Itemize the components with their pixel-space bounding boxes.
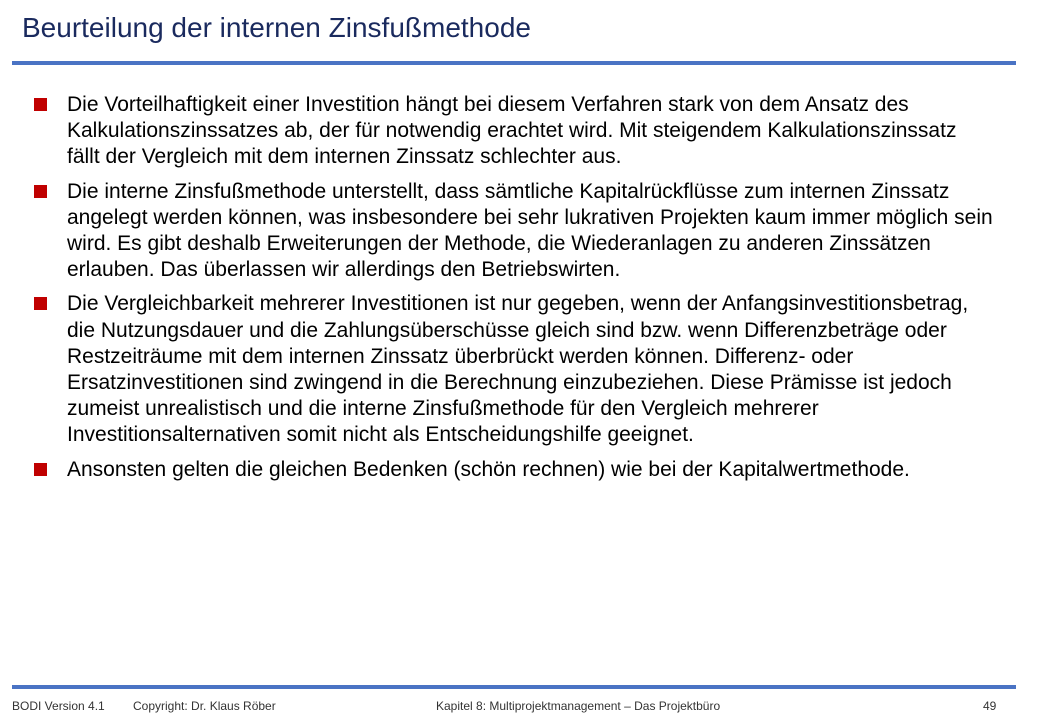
bullet-list — [34, 92, 994, 491]
footer-chapter: Kapitel 8: Multiprojektmanagement – Das Projektbüro — [436, 699, 721, 713]
square-bullet-icon — [34, 297, 47, 310]
slide-title: Beurteilung der internen Zinsfußmethode — [22, 12, 531, 43]
square-bullet-icon — [34, 98, 47, 111]
bullet-item — [34, 92, 994, 171]
square-bullet-icon — [34, 463, 47, 476]
bullet-text: Die interne Zinsfußmethode unterstellt, dass sämtliche Kapitalrückflüsse zum internen Zinssatz angelegt werden können, was insbesondere bei sehr lukrativen Projekten kaum immer möglich sein wird. Es gibt deshalb Erweiterungen der Methode, die Wiederanlagen zu anderen Zinssätzen erlauben. Das überlassen wir allerdings den Betriebswirten. — [67, 179, 993, 282]
bullet-text: Ansonsten gelten die gleichen Bedenken (schön rechnen) wie bei der Kapitalwertmethode. — [67, 457, 910, 481]
footer-version: BODI Version 4.1 — [12, 699, 105, 713]
bullet-item — [34, 457, 994, 483]
square-bullet-icon — [34, 185, 47, 198]
bullet-text: Die Vergleichbarkeit mehrerer Investitionen ist nur gegeben, wenn der Anfangsinvestitionsbetrag, die Nutzungsdauer und die Zahlungsüberschüsse gleich sind bzw. wenn Differenzbeträge oder Restzeiträume mit dem internen Zinssatz überbrückt werden können. Differenz- oder Ersatzinvestitionen sind zwingend in die Berechnung einzubeziehen. Diese Prämisse ist jedoch zumeist unrealistisch und die interne Zinsfußmethode für den Vergleich mehrerer Investitionsalternativen somit nicht als Entscheidungshilfe geeignet. — [67, 292, 969, 447]
title-divider — [12, 61, 1016, 65]
bullet-item — [34, 179, 994, 284]
footer-copyright: Copyright: Dr. Klaus Röber — [133, 699, 276, 713]
bullet-text: Die Vorteilhaftigkeit einer Investition hängt bei diesem Verfahren stark von dem Ansatz des Kalkulationszinssatzes ab, der für notwendig erachtet wird. Mit steigendem Kalkulationszinssatz fällt der Vergleich mit dem internen Zinssatz schlechter aus. — [67, 93, 957, 169]
bullet-item — [34, 291, 994, 448]
footer-divider — [12, 685, 1016, 689]
page-number: 49 — [983, 699, 997, 713]
